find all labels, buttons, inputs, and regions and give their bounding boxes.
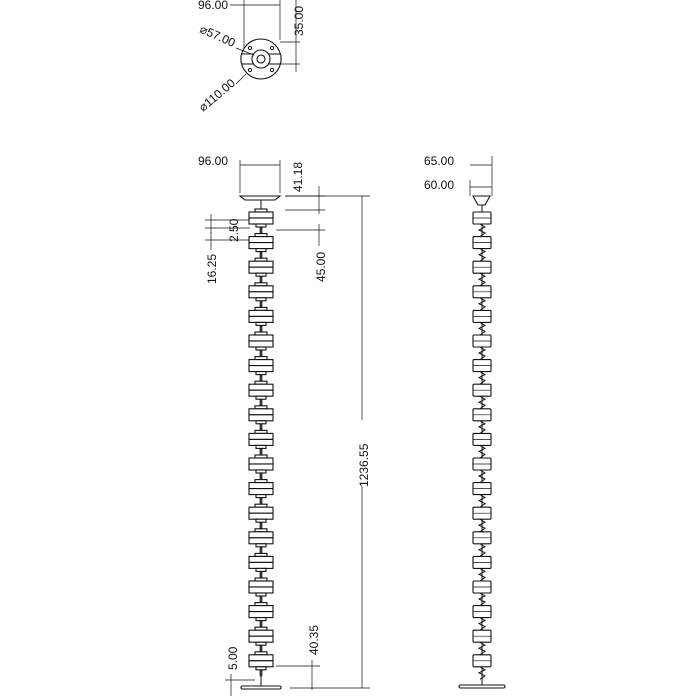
- side-outer-width-dim: 65.00: [424, 154, 455, 168]
- inner-diameter-dim: ⌀57.00: [197, 21, 238, 50]
- side-top-cap: [473, 196, 490, 205]
- front-bottom-offset-dim: 40.35: [307, 624, 321, 655]
- outer-diameter-dim: ⌀110.00: [195, 75, 238, 115]
- front-segment-stack: [249, 200, 273, 676]
- top-width-dim: 96.00: [198, 0, 229, 12]
- front-segment-height-dim: 16.25: [205, 253, 219, 284]
- top-view: [196, 0, 306, 114]
- side-base-plate: [459, 685, 505, 688]
- front-base-thickness-dim: 5.00: [226, 646, 240, 670]
- front-base-plate: [241, 686, 281, 689]
- side-view: [424, 154, 505, 688]
- top-height-dim: 35.00: [292, 5, 306, 36]
- front-top-offset-dim: 41.18: [291, 161, 305, 192]
- front-gap-dim: 2.50: [227, 218, 241, 242]
- front-view: [198, 154, 371, 696]
- front-top-plate: [240, 196, 280, 200]
- front-total-height-dim: 1236.55: [357, 443, 371, 487]
- front-top-width-dim: 96.00: [198, 154, 229, 168]
- side-segment-stack: [473, 205, 491, 679]
- side-inner-width-dim: 60.00: [424, 178, 455, 192]
- front-pitch-dim: 45.00: [314, 251, 328, 282]
